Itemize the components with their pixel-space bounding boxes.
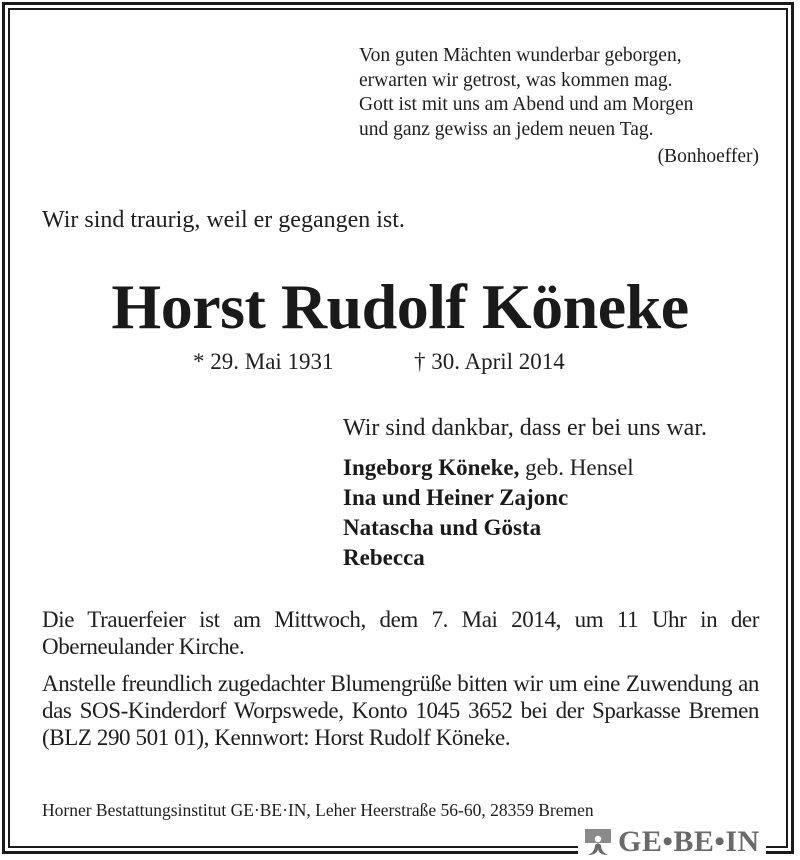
funeral-home-logo xyxy=(578,826,766,858)
funeral-service-paragraph: Die Trauerfeier ist am Mittwoch, dem 7. Mai 2014, um 11 Uhr in der Oberneulander Kirche. xyxy=(42,607,759,659)
poem-line: erwarten wir getrost, was kommen mag. xyxy=(359,69,673,91)
birth-date: * 29. Mai 1931 xyxy=(193,349,334,374)
poem-line: und ganz gewiss an jedem neuen Tag. xyxy=(359,118,654,140)
family-list xyxy=(343,453,634,573)
deceased-name: Horst Rudolf Köneke xyxy=(111,271,689,342)
family-member: Natascha und Gösta xyxy=(343,515,542,540)
family-member xyxy=(343,453,634,483)
family-member-name: Ingeborg Köneke, xyxy=(343,455,520,480)
poem-line: Von guten Mächten wunderbar geborgen, xyxy=(359,45,682,66)
donation-paragraph: Anstelle freundlich zugedachter Blumengrüße bitten wir um eine Zuwendung an das SOS-Kinderdorf Worpswede, Konto 1045 3652 bei der Sparkasse Bremen (BLZ 290 501 01), Kennwort: Horst Rudolf Köneke. xyxy=(42,671,759,750)
death-date: † 30. April 2014 xyxy=(414,349,565,374)
funeral-home-footer: Horner Bestattungsinstitut GE·BE·IN, Leher Heerstraße 56-60, 28359 Bremen xyxy=(42,800,594,820)
family-member: Ina und Heiner Zajonc xyxy=(343,485,569,510)
intro-text: Wir sind traurig, weil er gegangen ist. xyxy=(42,207,405,233)
poem-line: Gott ist mit uns am Abend und am Morgen xyxy=(359,94,694,115)
funeral-home-logo-icon xyxy=(584,828,612,856)
poem-author: (Bonhoeffer) xyxy=(657,146,759,167)
logo-text: GE•BE•IN xyxy=(618,825,760,858)
poem xyxy=(359,44,693,142)
thanks-text: Wir sind dankbar, dass er bei uns war. xyxy=(343,415,707,441)
family-member-extra: geb. Hensel xyxy=(519,455,634,480)
family-member: Rebecca xyxy=(343,545,425,570)
